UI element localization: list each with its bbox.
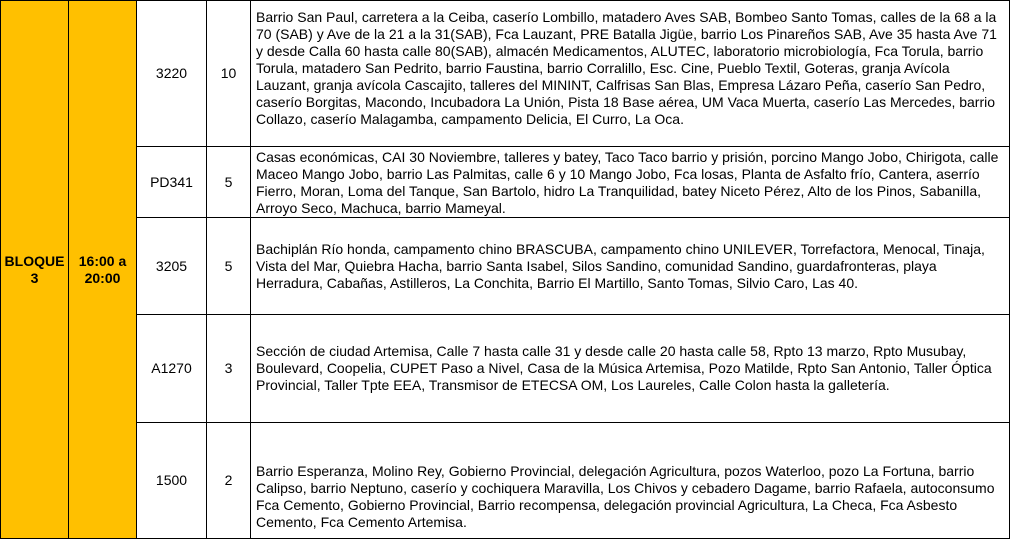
block-time: 16:00 a 20:00 [69, 1, 137, 539]
circuit-count: 5 [207, 218, 251, 315]
table-row [1, 1, 1010, 147]
table-row [1, 147, 1010, 218]
affected-areas: Bachiplán Río honda, campamento chino BRASCUBA, campamento chino UNILEVER, Torrefactora, Menocal, Tinaja, Vista del Mar, Quiebra Hacha, barrio Santa Isabel, Silos Sandino, comunidad Sandino, guardafronteras, playa Herradura, Cabañas, Astilleros, La Conchita, Barrio El Martillo, Santo Tomas, Silvio Caro, Las 40. [251, 218, 1010, 315]
circuit-count: 2 [207, 423, 251, 539]
circuit-count: 3 [207, 315, 251, 423]
block-label: BLOQUE 3 [1, 1, 69, 539]
table-row [1, 218, 1010, 315]
affected-areas: Casas económicas, CAI 30 Noviembre, talleres y batey, Taco Taco barrio y prisión, porcino Mango Jobo, Chirigota, calle Maceo Mango Jobo, barrio Las Palmitas, calle 6 y 10 Mango Jobo, Fca losas, Planta de Asfalto frío, Cantera, aserrío Fierro, Moran, Loma del Tanque, San Bartolo, hidro La Tranquilidad, batey Niceto Pérez, Alto de los Pinos, Sabanilla, Arroyo Seco, Machuca, barrio Mameyal. [251, 147, 1010, 218]
circuit-count: 10 [207, 1, 251, 147]
circuit-id: A1270 [137, 315, 207, 423]
circuit-id: 3220 [137, 1, 207, 147]
table-row [1, 315, 1010, 423]
affected-areas: Sección de ciudad Artemisa, Calle 7 hasta calle 31 y desde calle 20 hasta calle 58, Rpto 13 marzo, Rpto Musubay, Boulevard, Coopelia, CUPET Paso a Nivel, Casa de la Música Artemisa, Pozo Matilde, Rpto San Antonio, Taller Óptica Provincial, Taller Tpte EEA, Transmisor de ETECSA OM, Los Laureles, Calle Colon hasta la galletería. [251, 315, 1010, 423]
circuit-count: 5 [207, 147, 251, 218]
circuit-id: PD341 [137, 147, 207, 218]
circuit-id: 3205 [137, 218, 207, 315]
circuit-id: 1500 [137, 423, 207, 539]
affected-areas: Barrio San Paul, carretera a la Ceiba, caserío Lombillo, matadero Aves SAB, Bombeo Santo Tomas, calles de la 68 a la 70 (SAB) y Ave de la 21 a la 31(SAB), Fca Lauzant, PRE Batalla Jigüe, barrio Los Pinareños SAB, Ave 35 hasta Ave 71 y desde Calla 60 hasta calle 80(SAB), almacén Medicamentos, ALUTEC, laboratorio microbiología, Fca Torula, barrio Torula, matadero San Pedrito, barrio Faustina, barrio Corralillo, Esc. Cine, Pueblo Textil, Goteras, granja Avícola Lauzant, granja avícola Cascajito, talleres del MININT, Calfrisas San Blas, Empresa Lázaro Peña, caserío San Pedro, caserío Borgitas, Macondo, Incubadora La Unión, Pista 18 Base aérea, UM Vaca Muerta, caserío Las Mercedes, barrio Collazo, caserío Malagamba, campamento Delicia, El Curro, La Oca. [251, 1, 1010, 147]
table-row [1, 423, 1010, 539]
affected-areas: Barrio Esperanza, Molino Rey, Gobierno Provincial, delegación Agricultura, pozos Waterloo, pozo La Fortuna, barrio Calipso, barrio Neptuno, caserío y cochiquera Maravilla, Los Chivos y cebadero Dagame, barrio Rafaela, autoconsumo Fca Cemento, Gobierno Provincial, Barrio recompensa, delegación provincial Agricultura, La Checa, Fca Asbesto Cemento, Fca Cemento Artemisa. [251, 423, 1010, 539]
